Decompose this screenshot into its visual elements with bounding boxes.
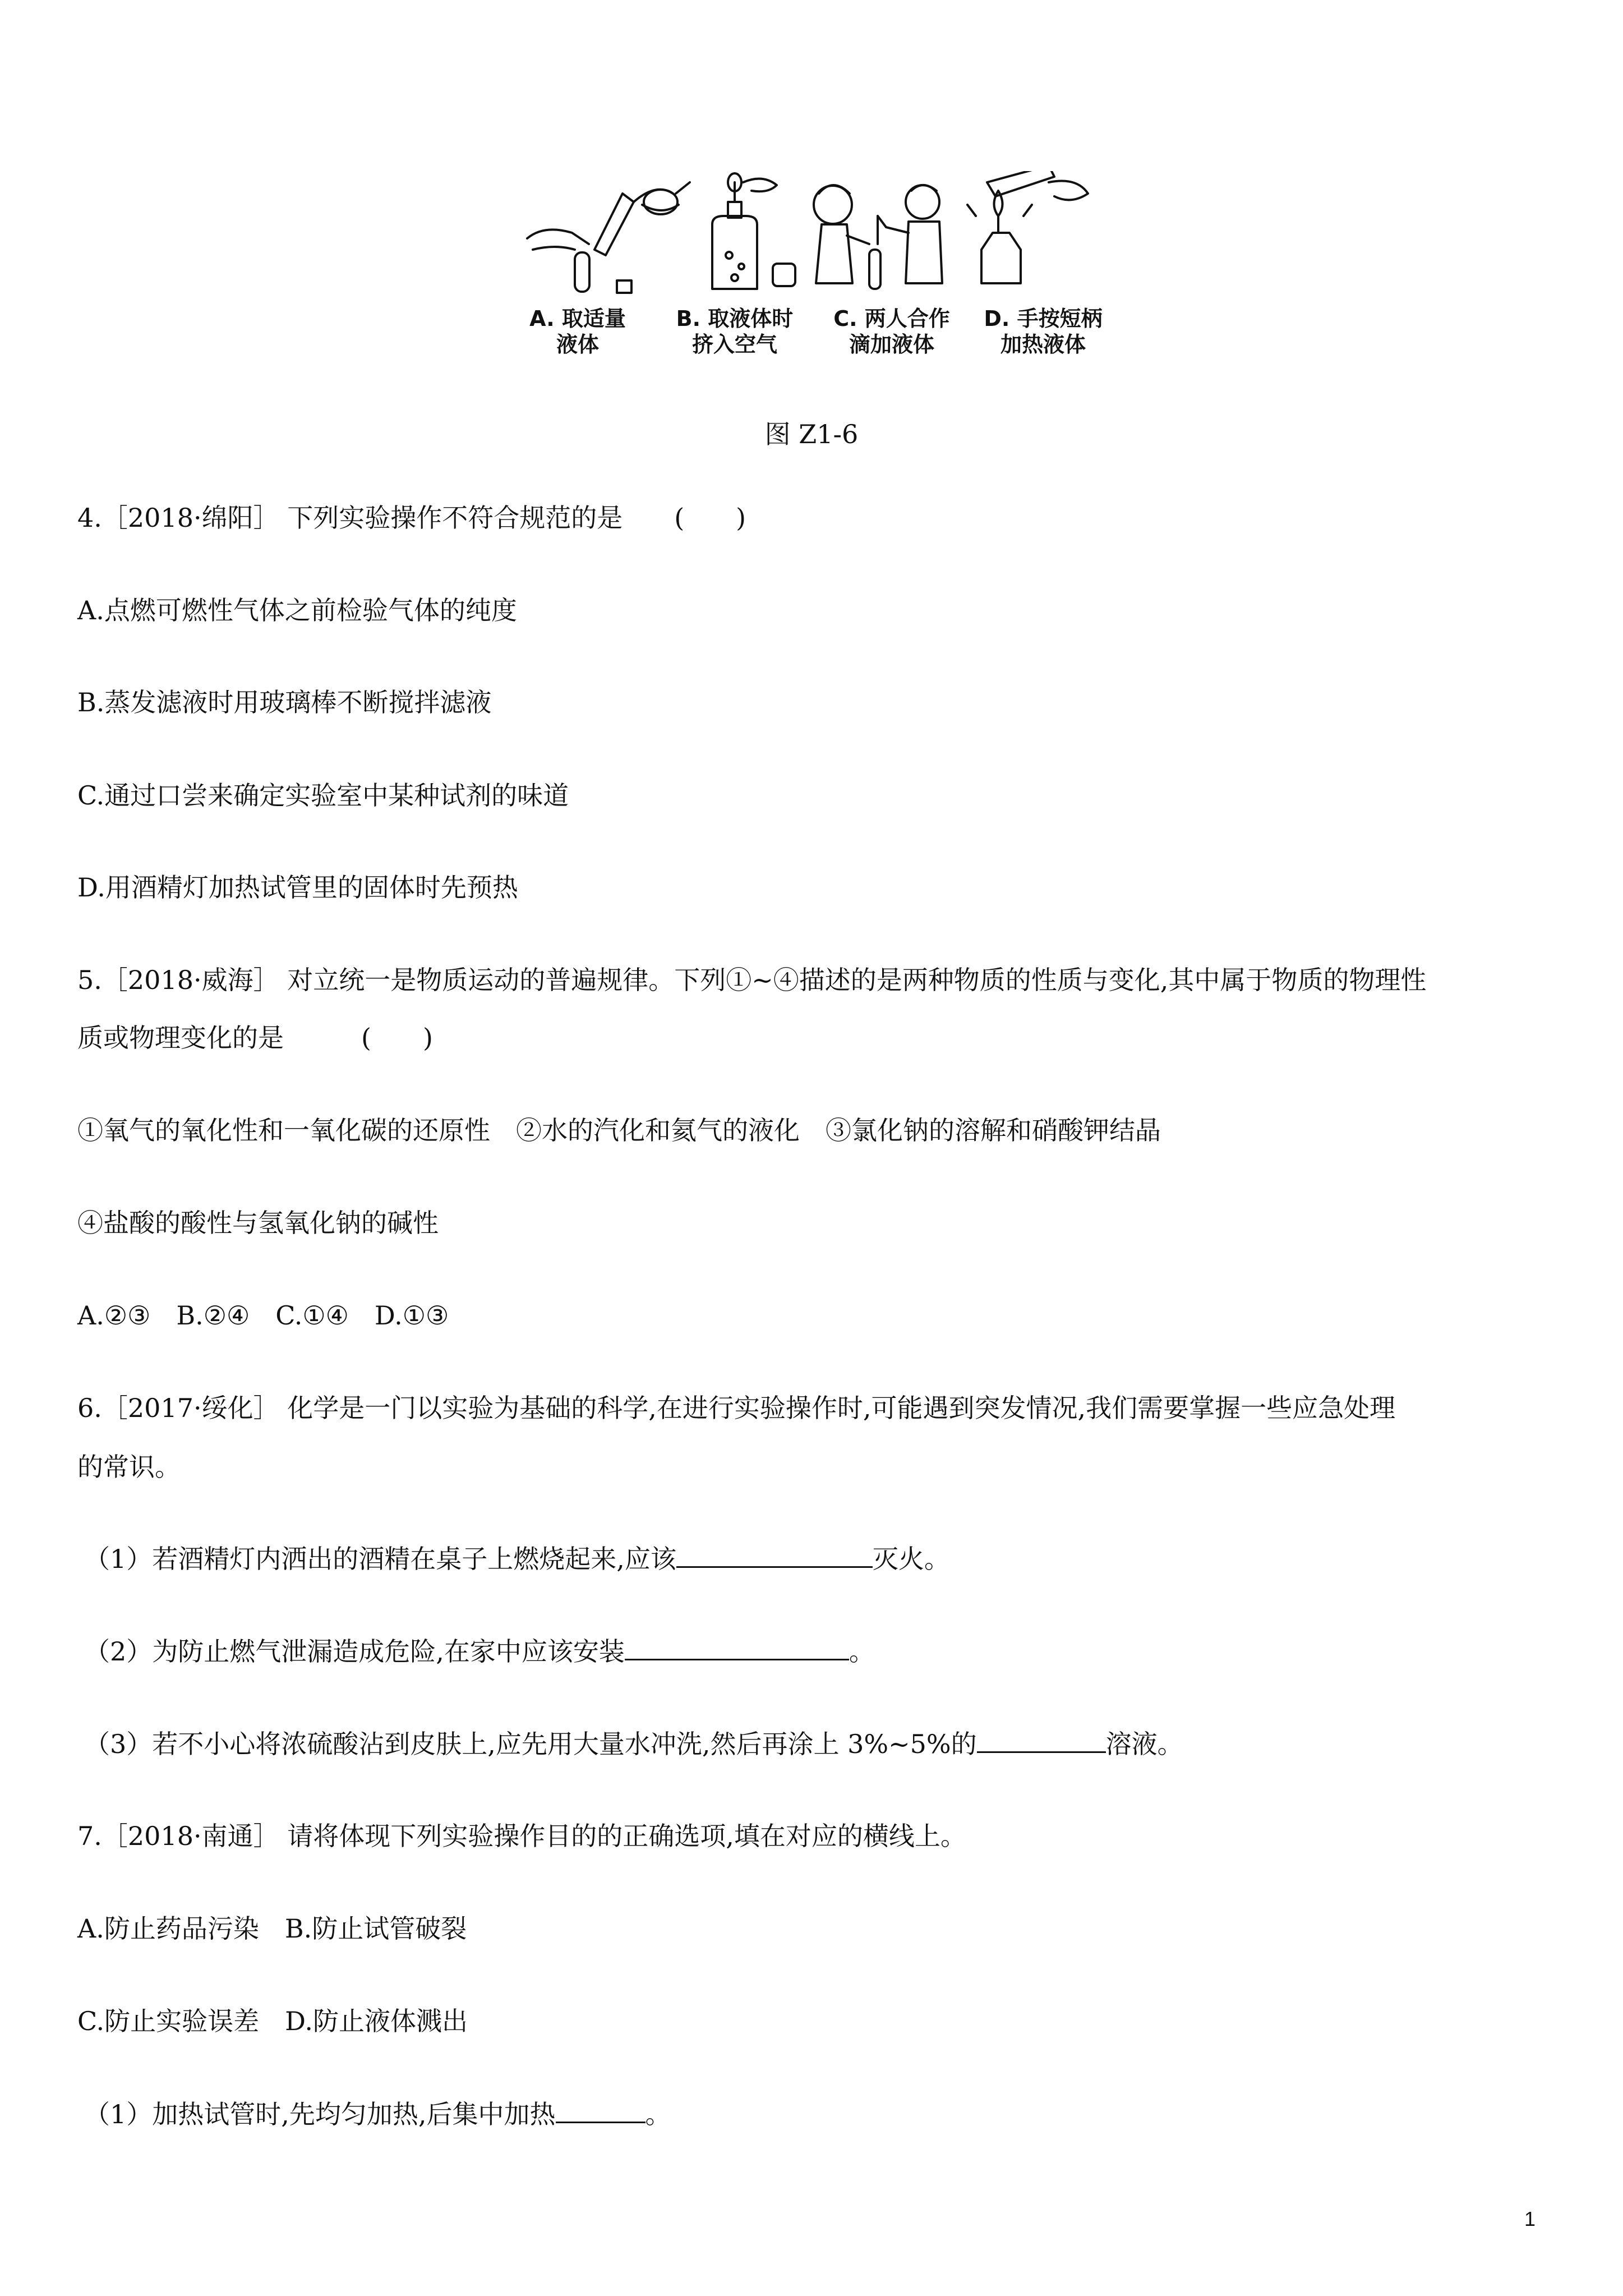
q4-option-b: B.蒸发滤液时用玻璃棒不断搅拌滤液 [77,687,492,717]
q7-options-line1: A.防止药品污染 B.防止试管破裂 [77,1913,467,1944]
caption-d-line2: 加热液体 [1000,332,1086,357]
q6-sub3-text: （3）若不小心将浓硫酸沾到皮肤上,应先用大量水冲洗,然后再涂上 3%~5%的 [84,1729,977,1759]
q5-stem-line2: 质或物理变化的是 ( ) [77,1023,433,1053]
caption-a-line2: 液体 [556,332,599,357]
panel-a-pouring-illustration [527,182,690,293]
q7-options-line2: C.防止实验误差 D.防止液体溅出 [77,2006,468,2036]
q6-sub1-answer-blank[interactable] [676,1542,873,1568]
q6-sub1-suffix: 灭火。 [872,1544,950,1574]
q4-stem: 4.［2018·绵阳］ 下列实验操作不符合规范的是 ( ) [77,503,746,533]
panel-c-two-people-illustration [814,185,942,289]
panel-b-dropper-illustration [712,173,795,289]
q6-sub2 [84,1634,875,1668]
q6-sub1-text: （1）若酒精灯内洒出的酒精在桌子上燃烧起来,应该 [84,1544,676,1574]
q6-sub2-answer-blank[interactable] [625,1634,849,1660]
q5-items-line1: ①氧气的氧化性和一氧化碳的还原性 ②水的汽化和氦气的液化 ③氯化钠的溶解和硝酸钾结晶 [77,1115,1161,1145]
q6-sub2-text: （2）为防止燃气泄漏造成危险,在家中应该安装 [84,1636,625,1667]
caption-d [976,306,1110,357]
q7-sub1-suffix: 。 [645,2099,671,2129]
caption-b-line2: 挤入空气 [691,332,777,357]
q5-options: A.②③ B.②④ C.①④ D.①③ [77,1300,449,1331]
q6-sub1 [84,1542,950,1576]
q7-sub1-answer-blank[interactable] [556,2097,645,2123]
q4-option-a: A.点燃可燃性气体之前检验气体的纯度 [77,595,517,625]
caption-b [670,306,799,357]
caption-c-line2: 滴加液体 [849,332,934,357]
caption-a [522,306,634,357]
q7-sub1-text: （1）加热试管时,先均匀加热,后集中加热 [84,2099,556,2129]
experiment-figure [522,171,1110,379]
caption-c [824,306,959,357]
q6-stem-line2: 的常识。 [77,1452,181,1482]
q5-stem-line1: 5.［2018·威海］ 对立统一是物质运动的普遍规律。下列①~④描述的是两种物质的性质与变化,其中属于物质的物理性 [77,965,1427,995]
experiment-illustrations [522,171,1110,300]
caption-c-line1: C. 两人合作 [833,306,950,331]
q6-sub3-answer-blank[interactable] [977,1727,1106,1753]
q4-option-d: D.用酒精灯加热试管里的固体时先预热 [77,872,518,903]
panel-d-heating-illustration [967,171,1088,283]
caption-d-line1: D. 手按短柄 [984,306,1103,331]
q7-sub1 [84,2097,671,2131]
q6-sub2-suffix: 。 [849,1636,875,1667]
caption-a-line1: A. 取适量 [529,306,626,331]
page-number: 1 [1524,2207,1536,2230]
q7-stem: 7.［2018·南通］ 请将体现下列实验操作目的的正确选项,填在对应的横线上。 [77,1821,966,1851]
q4-option-c: C.通过口尝来确定实验室中某种试剂的味道 [77,780,569,811]
q6-sub3 [84,1727,1183,1761]
caption-b-line1: B. 取液体时 [676,306,794,331]
q6-stem-line1: 6.［2017·绥化］ 化学是一门以实验为基础的科学,在进行实验操作时,可能遇到突发情况,我们需要掌握一些应急处理 [77,1393,1396,1423]
q6-sub3-suffix: 溶液。 [1105,1729,1183,1759]
figure-title: 图 Z1-6 [764,419,859,449]
q5-items-line2: ④盐酸的酸性与氢氧化钠的碱性 [77,1208,439,1238]
